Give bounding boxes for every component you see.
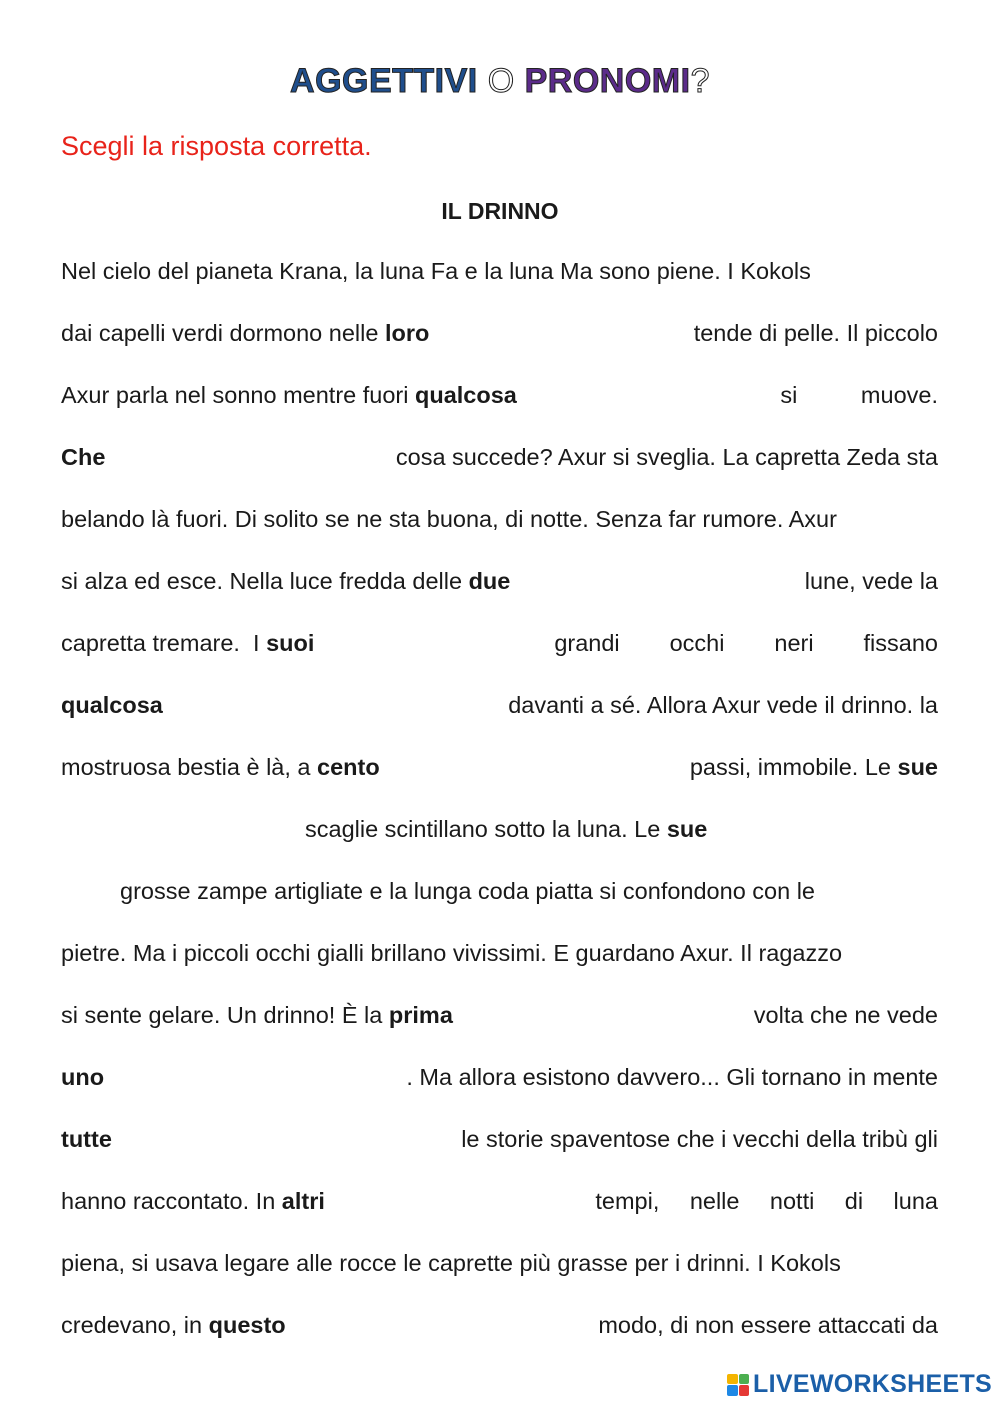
word-sue-2: sue: [666, 816, 708, 842]
liveworksheets-logo: [727, 1370, 992, 1399]
brand-name: LIVEWORKSHEETS: [753, 1370, 992, 1398]
text-line-18: credevano, in questo modo, di non essere attaccati da: [61, 1312, 938, 1338]
text-line-13: si sente gelare. Un drinno! È la prima volta che ne vede: [61, 1002, 938, 1028]
text-line-6: si alza ed esce. Nella luce fredda delle due lune, vede la: [61, 568, 938, 594]
instruction: Scegli la risposta corretta.: [61, 131, 372, 161]
text-line-12: pietre. Ma i piccoli occhi gialli brillano vivissimi. E guardano Axur. Il ragazzo: [61, 940, 843, 966]
word-suoi: suoi: [266, 630, 315, 656]
page-title: [0, 62, 1000, 101]
text-line-11: grosse zampe artigliate e la lunga coda piatta si confondono con le: [120, 878, 816, 904]
story-title: IL DRINNO: [441, 198, 559, 224]
word-sue-1: sue: [897, 754, 938, 780]
text-line-7: capretta tremare. I suoi grandi occhi neri fissano: [61, 630, 938, 656]
word-prima: prima: [388, 1002, 453, 1028]
word-cento: cento: [317, 754, 380, 780]
word-loro: loro: [384, 320, 430, 346]
liveworksheets-icon: [727, 1374, 749, 1396]
word-che: Che: [61, 444, 106, 470]
text-line-8: qualcosa davanti a sé. Allora Axur vede il drinno. la: [61, 692, 938, 718]
text-line-10: scaglie scintillano sotto la luna. Le sue: [305, 816, 708, 842]
word-tutte: tutte: [61, 1126, 112, 1152]
text-line-4: Che cosa succede? Axur si sveglia. La capretta Zeda sta: [61, 444, 938, 470]
text-line-1: Nel cielo del pianeta Krana, la luna Fa e la luna Ma sono piene. I Kokols: [61, 258, 811, 284]
text-line-14: uno . Ma allora esistono davvero... Gli tornano in mente: [61, 1064, 938, 1090]
title-question-mark: ?: [690, 62, 710, 100]
word-altri: altri: [281, 1188, 325, 1214]
word-due: due: [468, 568, 511, 594]
word-uno: uno: [61, 1064, 105, 1090]
title-pronomi: PRONOMI: [524, 62, 691, 100]
text-line-5: belando là fuori. Di solito se ne sta buona, di notte. Senza far rumore. Axur: [61, 506, 837, 532]
word-qualcosa-1: qualcosa: [415, 382, 517, 408]
text-line-2: dai capelli verdi dormono nelle loro tende di pelle. Il piccolo: [61, 320, 938, 346]
text-line-17: piena, si usava legare alle rocce le caprette più grasse per i drinni. I Kokols: [61, 1250, 841, 1276]
text-line-9: mostruosa bestia è là, a cento passi, immobile. Le sue: [61, 754, 938, 780]
title-aggettivi: AGGETTIVI: [290, 62, 478, 100]
text-line-15: tutte le storie spaventose che i vecchi della tribù gli: [61, 1126, 938, 1152]
title-o: O: [487, 62, 515, 100]
word-questo: questo: [208, 1312, 286, 1338]
text-line-3: Axur parla nel sonno mentre fuori qualcosa si muove.: [61, 382, 938, 408]
word-qualcosa-2: qualcosa: [61, 692, 163, 718]
text-line-16: hanno raccontato. In altri tempi, nelle notti di luna: [61, 1188, 938, 1214]
